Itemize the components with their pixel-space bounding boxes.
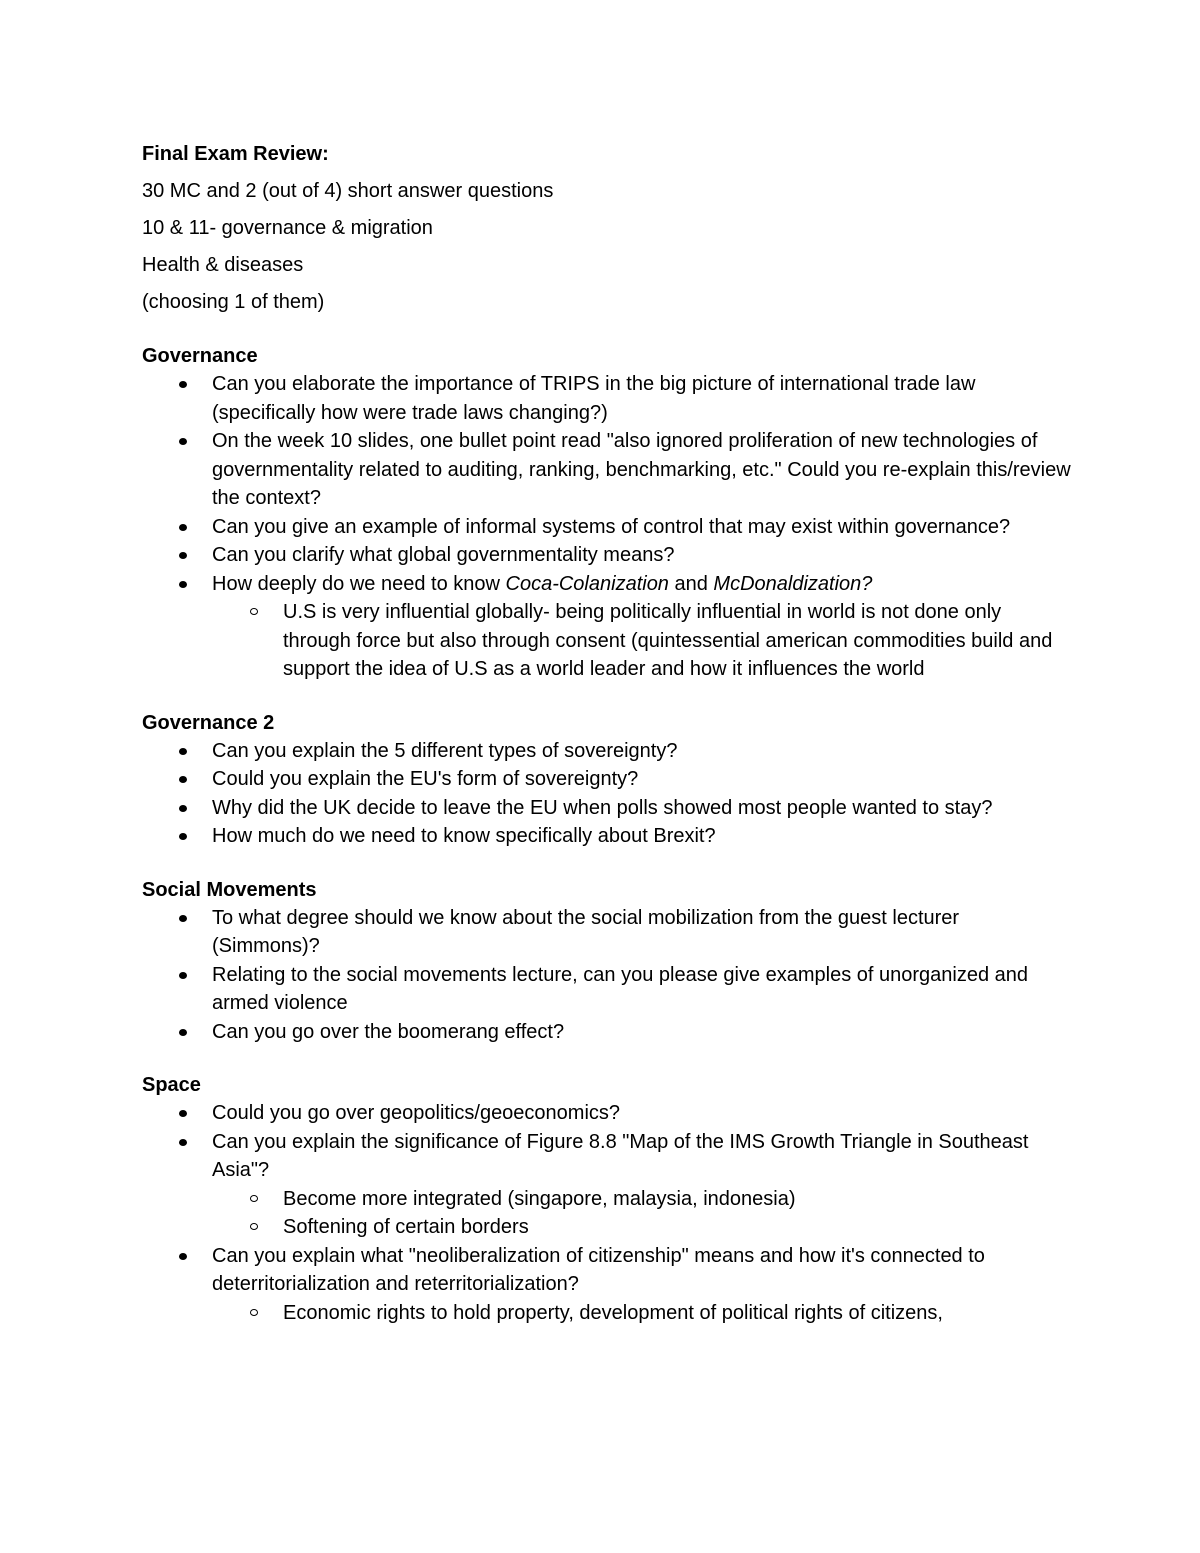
filled-bullet-icon (179, 972, 187, 979)
list-item (142, 570, 1072, 684)
sub-list-item (142, 1185, 1072, 1214)
bullet-list (142, 904, 1072, 1047)
sub-list-item-text: Economic rights to hold property, development of political rights of citizens, (283, 1301, 943, 1324)
filled-bullet-icon (179, 524, 187, 531)
filled-bullet-icon (179, 1253, 187, 1260)
section-social-movements (142, 876, 1072, 1047)
filled-bullet-icon (179, 1110, 187, 1117)
intro-line: Health & diseases (142, 254, 304, 276)
list-item (142, 765, 1072, 794)
list-item (142, 513, 1072, 542)
filled-bullet-icon (179, 776, 187, 783)
list-item (142, 1099, 1072, 1128)
list-item-text: On the week 10 slides, one bullet point read "also ignored proliferation of new technologies of governmentality related to auditing, ranking, benchmarking, etc." Could you re-explain this/review the context? (212, 430, 1071, 509)
list-item-text: Could you go over geopolitics/geoeconomics? (212, 1102, 621, 1124)
section-governance-2 (142, 709, 1072, 851)
intro-line: 10 & 11- governance & migration (142, 217, 433, 239)
section-heading: Social Movements (142, 878, 317, 901)
sub-bullet-list (142, 1299, 1072, 1328)
list-item (142, 822, 1072, 851)
italic-term: Coca-Colanization (505, 572, 669, 595)
list-item-text: Why did the UK decide to leave the EU when polls showed most people wanted to stay? (212, 796, 993, 819)
list-item-text: Can you go over the boomerang effect? (212, 1020, 565, 1043)
list-item (142, 961, 1072, 1018)
list-item (142, 1242, 1072, 1328)
list-item (142, 737, 1072, 766)
filled-bullet-icon (179, 748, 187, 755)
bullet-list (142, 370, 1072, 684)
sub-list-item-text: Softening of certain borders (283, 1216, 529, 1238)
filled-bullet-icon (179, 581, 187, 588)
list-item (142, 1128, 1072, 1242)
sub-list-item (142, 598, 1072, 684)
list-item-text: To what degree should we know about the social mobilization from the guest lecturer (Simmons)? (212, 906, 960, 957)
italic-term: McDonaldization? (713, 572, 873, 595)
list-item (142, 1018, 1072, 1047)
list-item-text: Can you explain what "neoliberalization of citizenship" means and how it's connected to deterritorialization and reterritorialization? (212, 1244, 985, 1295)
filled-bullet-icon (179, 438, 187, 445)
sub-list-item (142, 1299, 1072, 1328)
bullet-list (142, 1099, 1072, 1327)
list-item-text: Could you explain the EU's form of sovereignty? (212, 768, 639, 790)
section-heading: Space (142, 1074, 201, 1096)
bullet-list (142, 737, 1072, 851)
hollow-bullet-icon (250, 1309, 258, 1316)
list-item (142, 427, 1072, 513)
section-governance (142, 342, 1072, 684)
filled-bullet-icon (179, 552, 187, 559)
list-item-text: and (668, 572, 714, 595)
sub-bullet-list (142, 1185, 1072, 1242)
hollow-bullet-icon (250, 1223, 258, 1230)
list-item (142, 904, 1072, 961)
list-item-text: How deeply do we need to know (212, 572, 506, 595)
list-item-text: Can you explain the 5 different types of sovereignty? (212, 739, 678, 762)
section-space (142, 1071, 1072, 1327)
hollow-bullet-icon (250, 608, 258, 615)
hollow-bullet-icon (250, 1195, 258, 1202)
filled-bullet-icon (179, 1029, 187, 1036)
list-item-text: Can you elaborate the importance of TRIPS in the big picture of international trade law (specifically how were trade laws changing?) (212, 373, 976, 424)
intro-line: 30 MC and 2 (out of 4) short answer questions (142, 180, 554, 202)
list-item-text: Relating to the social movements lecture, can you please give examples of unorganized and armed violence (212, 963, 1029, 1014)
section-heading: Governance 2 (142, 711, 275, 734)
sub-bullet-list (142, 598, 1072, 684)
sub-list-item-text: Become more integrated (singapore, malaysia, indonesia) (283, 1187, 796, 1210)
document-page (142, 140, 1072, 1327)
filled-bullet-icon (179, 1139, 187, 1146)
filled-bullet-icon (179, 805, 187, 812)
list-item (142, 370, 1072, 427)
document-title: Final Exam Review: (142, 143, 329, 165)
list-item-text: Can you give an example of informal systems of control that may exist within governance? (212, 515, 1011, 538)
list-item-text: Can you explain the significance of Figure 8.8 "Map of the IMS Growth Triangle in Southeast Asia"? (212, 1130, 1029, 1181)
filled-bullet-icon (179, 833, 187, 840)
intro-line: (choosing 1 of them) (142, 291, 325, 313)
filled-bullet-icon (179, 915, 187, 922)
list-item (142, 794, 1072, 823)
list-item (142, 541, 1072, 570)
section-heading: Governance (142, 345, 258, 367)
sub-list-item-text: U.S is very influential globally- being politically influential in world is not done only through force but also through consent (quintessential american commodities build and support the idea of U.S as a world leader and how it influences the world (283, 601, 1053, 680)
filled-bullet-icon (179, 381, 187, 388)
list-item-text: Can you clarify what global governmentality means? (212, 544, 675, 566)
sub-list-item (142, 1213, 1072, 1242)
list-item-text: How much do we need to know specifically about Brexit? (212, 825, 716, 847)
